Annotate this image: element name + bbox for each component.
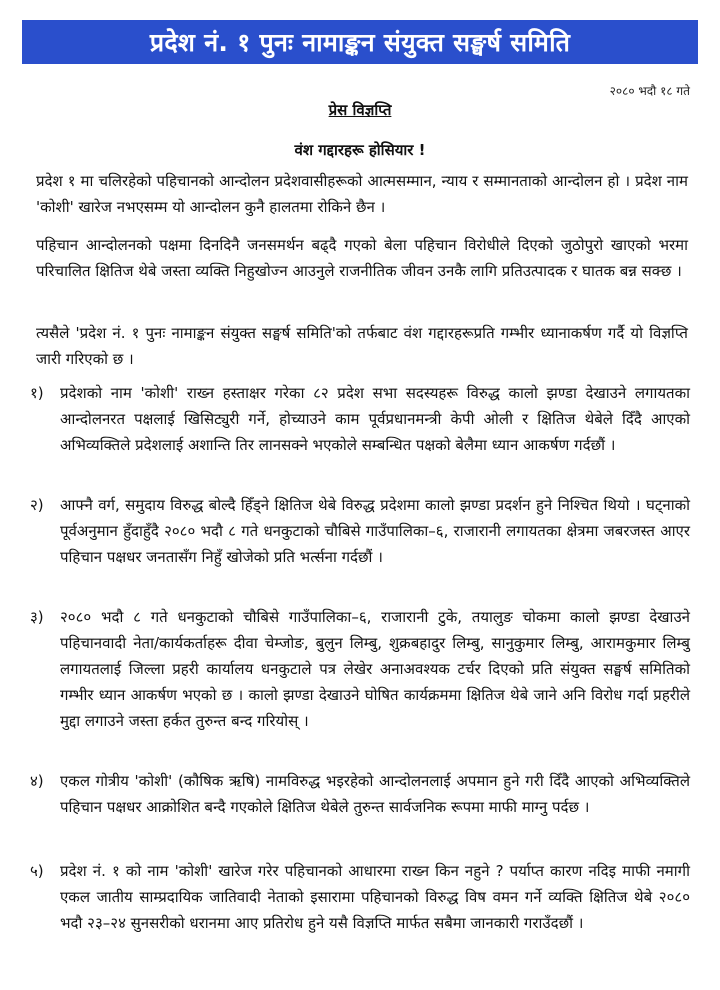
list-item	[30, 380, 690, 458]
list-item-text: प्रदेश नं. १ को नाम 'कोशी' खारेज गरेर पहिचानको आधारमा राख्न किन नहुने ? पर्याप्त कारण नदिइ माफी नमागी एकल जातीय साम्प्रदायिक जातिवादी नेताको इसारामा पहिचानको विरुद्ध विष वमन गर्ने व्यक्ति क्षितिज थेबे २०८० भदौ २३–२४ सुनसरीको धरानमा आए प्रतिरोध हुने यसै विज्ञप्ति मार्फत सबैमा जानकारी गराउँदछौं ।	[60, 862, 690, 932]
list-item-number: २)	[30, 496, 44, 514]
paragraph-purpose: त्यसैले 'प्रदेश नं. १ पुनः नामाङ्कन संयुक्त सङ्घर्ष समिति'को तर्फबाट वंश गद्दारहरूप्रति गम्भीर ध्यानाकर्षण गर्दै यो विज्ञप्ति जारी गरिएको छ ।	[36, 324, 688, 368]
list-item-text: आफ्नै वर्ग, समुदाय विरुद्ध बोल्दै हिँड्ने क्षितिज थेबे विरुद्ध प्रदेशमा कालो झण्डा प्रदर्शन हुने निश्चित थियो । घट्नाको पूर्वअनुमान हुँदाहुँदै २०८० भदौ ८ गते धनकुटाको चौबिसे गाउँपालिका–६, राजारानी लगायतका क्षेत्रमा जबरजस्त आएर पहिचान पक्षधर जनतासँग निहुँ खोजेको प्रति भर्त्सना गर्दछौं ।	[60, 496, 690, 566]
list-item	[30, 492, 690, 570]
list-item-text: २०८० भदौ ८ गते धनकुटाको चौबिसे गाउँपालिका–६, राजारानी टुके, तयालुङ चोकमा कालो झण्डा देखाउने पहिचानवादी नेता/कार्यकर्ताहरू दीवा चेम्जोङ, बुलुन लिम्बु, शुक्रबहादुर लिम्बु, सानुकुमार लिम्बु, आरामकुमार लिम्बु लगायतलाई जिल्ला प्रहरी कार्यालय धनकुटाले पत्र लेखेर अनाअवश्यक टर्चर दिएको प्रति संयुक्त सङ्घर्ष समितिको गम्भीर ध्यान आकर्षण भएको छ । कालो झण्डा देखाउने घोषित कार्यक्रममा क्षितिज थेबे जाने अनि विरोध गर्दा प्रहरीले मुद्दा लगाउने जस्ता हर्कत तुरुन्त बन्द गरियोस् ।	[60, 608, 690, 730]
document-heading: प्रेस विज्ञप्ति	[328, 101, 392, 119]
list-item-number: ४)	[30, 772, 44, 790]
press-date: २०८० भदौ १८ गते	[609, 84, 690, 98]
list-item-number: १)	[30, 384, 44, 402]
title-banner	[22, 20, 698, 64]
list-item-text: प्रदेशको नाम 'कोशी' राख्न हस्ताक्षर गरेका ८२ प्रदेश सभा सदस्यहरू विरुद्ध कालो झण्डा देखाउने लगायतका आन्दोलनरत पक्षलाई खिसिट्युरी गर्ने, होच्याउने काम पूर्वप्रधानमन्त्री केपी ओली र क्षितिज थेबेले दिँदै आएको अभिव्यक्तिले प्रदेशलाई अशान्ति तिर लानसक्ने भएकोले सम्बन्धित पक्षको बेलैमा ध्यान आकर्षण गर्दछौं ।	[60, 384, 690, 454]
paragraph-context: पहिचान आन्दोलनको पक्षमा दिनदिनै जनसमर्थन बढ्दै गएको बेला पहिचान विरोधीले दिएको जुठोपुरो खाएको भरमा परिचालित क्षितिज थेबे जस्ता व्यक्ति निहुखोज्न आउनुले राजनीतिक जीवन उनकै लागि प्रतिउत्पादक र घातक बन्न सक्छ ।	[36, 236, 689, 280]
list-item-text: एकल गोत्रीय 'कोशी' (कौषिक ऋषि) नामविरुद्ध भइरहेको आन्दोलनलाई अपमान हुने गरी दिँदै आएको अभिव्यक्तिले पहिचान पक्षधर आक्रोशित बन्दै गएकोले क्षितिज थेबेले तुरुन्त सार्वजनिक रूपमा माफी माग्नु पर्दछ ।	[60, 772, 690, 816]
document-subheading: वंश गद्दारहरू होसियार !	[294, 141, 426, 159]
list-item-number: ५)	[30, 862, 44, 880]
list-item	[30, 768, 690, 820]
paragraph-intro: प्रदेश १ मा चलिरहेको पहिचानको आन्दोलन प्रदेशवासीहरूको आत्मसम्मान, न्याय र सम्मानताको आन्दोलन हो । प्रदेश नाम 'कोशी' खारेज नभएसम्म यो आन्दोलन कुनै हालतमा रोकिने छैन ।	[36, 172, 688, 216]
banner-title: प्रदेश नं. १ पुनः नामाङ्कन संयुक्त सङ्घर्ष समिति	[149, 28, 571, 57]
list-item	[30, 604, 690, 734]
list-item	[30, 858, 690, 936]
list-item-number: ३)	[30, 608, 44, 626]
